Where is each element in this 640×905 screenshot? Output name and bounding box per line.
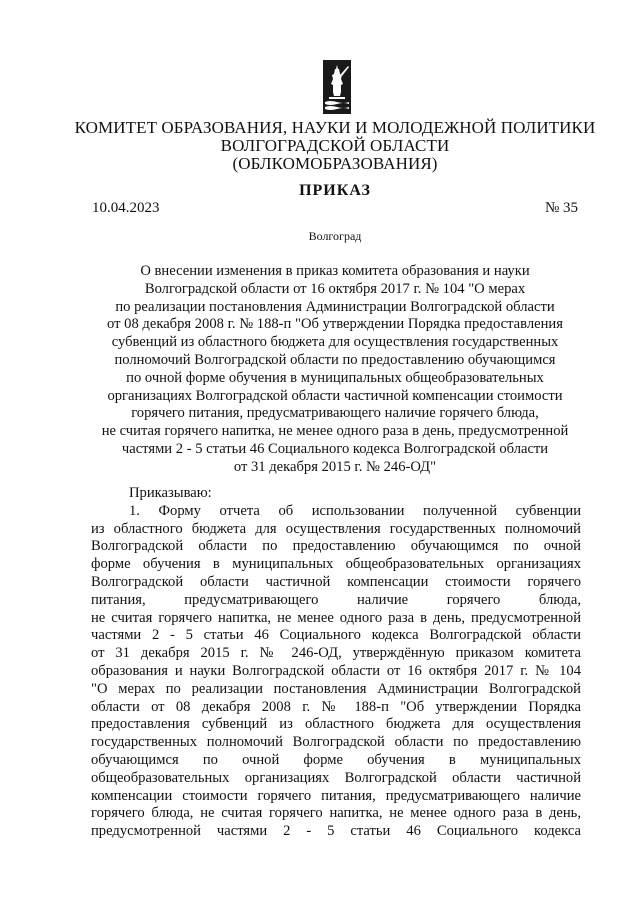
committee-header bbox=[60, 119, 610, 173]
order-subject bbox=[60, 263, 610, 477]
body-line: из областного бюджета для осуществления государственных полномочий bbox=[91, 520, 581, 537]
subject-line: организациях Волгоградской области частичной компенсации стоимости bbox=[107, 387, 563, 404]
subject-line: от 08 декабря 2008 г. № 188-п "Об утверждении Порядка предоставления bbox=[107, 316, 563, 333]
order-body bbox=[91, 485, 581, 841]
subject-line: горячего питания, предусматривающего наличие горячего блюда, bbox=[131, 405, 539, 422]
body-line: предоставления субвенций из областного бюджета для осуществления bbox=[91, 716, 581, 733]
committee-abbreviation: (ОБЛКОМОБРАЗОВАНИЯ) bbox=[232, 154, 438, 173]
body-line: государственных полномочий Волгоградской области по предоставлению bbox=[91, 734, 581, 751]
body-line: компенсации стоимости горячего питания, предусматривающего наличие bbox=[91, 787, 581, 804]
body-line: от 31 декабря 2015 г. № 246-ОД, утверждённую приказом комитета bbox=[91, 645, 581, 662]
body-line: не считая горячего напитка, не менее одного раза в день, предусмотренной bbox=[91, 609, 581, 626]
subject-line: О внесении изменения в приказ комитета образования и науки bbox=[140, 263, 530, 279]
body-line: обучающимся по очной форме обучения в муниципальных bbox=[91, 751, 581, 768]
body-line: Волгоградской области частичной компенсации стоимости горячего bbox=[91, 573, 581, 590]
committee-name-line-1: КОМИТЕТ ОБРАЗОВАНИЯ, НАУКИ И МОЛОДЕЖНОЙ ПОЛИТИКИ bbox=[74, 118, 596, 137]
order-city: Волгоград bbox=[308, 229, 362, 243]
body-line: образования и науки Волгоградской области от 16 октября 2017 г. № 104 bbox=[91, 662, 581, 679]
body-line: форме обучения в муниципальных общеобразовательных организациях bbox=[91, 556, 581, 573]
subject-line: по очной форме обучения в муниципальных общеобразовательных bbox=[126, 369, 544, 386]
body-line: 1. Форму отчета об использовании полученной субвенции bbox=[129, 502, 581, 519]
order-number: № 35 bbox=[544, 200, 578, 216]
subject-line: от 31 декабря 2015 г. № 246-ОД" bbox=[233, 458, 437, 475]
body-line: области от 08 декабря 2008 г. № 188-п "Об утверждении Порядка bbox=[91, 698, 581, 715]
subject-line: по реализации постановления Администрации Волгоградской области bbox=[115, 298, 555, 315]
order-lead: Приказываю: bbox=[129, 485, 212, 501]
body-line: горячего блюда, не считая горячего напитка, не менее одного раза в день, bbox=[91, 805, 581, 822]
body-line: предусмотренной частями 2 - 5 статьи 46 Социального кодекса bbox=[91, 823, 581, 840]
body-line: "О мерах по реализации постановления Администрации Волгоградской bbox=[91, 680, 581, 697]
subject-line: полномочий Волгоградской области по предоставлению обучающимся bbox=[114, 351, 556, 368]
subject-line: Волгоградской области от 16 октября 2017 г. № 104 "О мерах bbox=[144, 280, 526, 297]
volgograd-region-emblem-icon bbox=[323, 60, 351, 114]
subject-line: субвенций из областного бюджета для осуществления государственных bbox=[111, 334, 559, 351]
order-title: ПРИКАЗ bbox=[299, 182, 371, 199]
order-date: 10.04.2023 bbox=[92, 200, 160, 216]
body-line: питания, предусматривающего наличие горячего блюда, bbox=[91, 591, 581, 608]
body-line: общеобразовательных организациях Волгоградской области частичной bbox=[91, 769, 581, 786]
committee-name-line-2: ВОЛГОГРАДСКОЙ ОБЛАСТИ bbox=[220, 136, 450, 155]
body-line: частями 2 - 5 статьи 46 Социального кодекса Волгоградской области bbox=[91, 627, 581, 644]
subject-line: не считая горячего напитка, не менее одного раза в день, предусмотренной bbox=[101, 423, 569, 440]
body-line: Волгоградской области по предоставлению обучающимся по очной bbox=[91, 538, 581, 555]
subject-line: частями 2 - 5 статьи 46 Социального кодекса Волгоградской области bbox=[121, 440, 549, 457]
